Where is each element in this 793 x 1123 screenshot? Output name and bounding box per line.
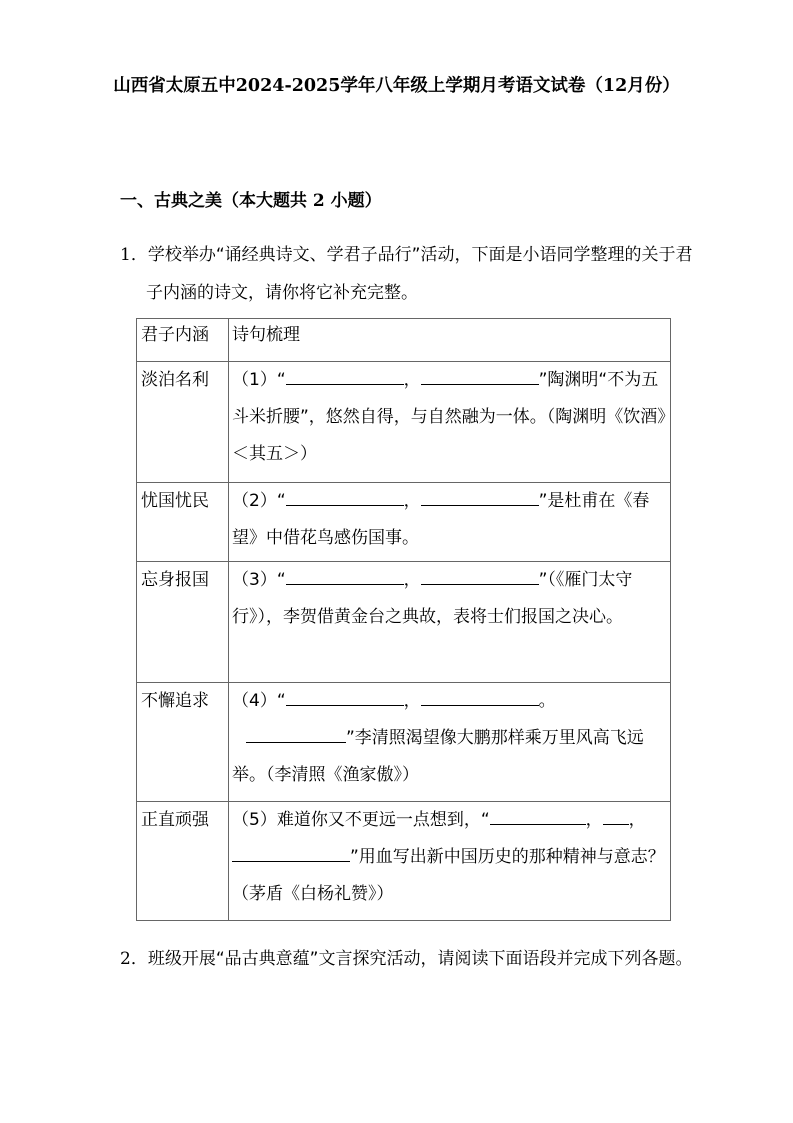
- answer-blank[interactable]: [286, 366, 404, 385]
- comma: ，: [403, 370, 421, 390]
- answer-blank[interactable]: [286, 566, 404, 585]
- table-header-row: [137, 319, 671, 362]
- answer-blank[interactable]: [421, 566, 539, 585]
- row-content: [229, 362, 671, 483]
- row-prefix: （5）难道你又不更远一点想到，“: [232, 810, 490, 830]
- row-content: [229, 562, 671, 683]
- answer-blank[interactable]: [246, 724, 346, 743]
- answer-blank[interactable]: [232, 843, 350, 862]
- row-prefix: （4）“: [232, 691, 286, 711]
- answer-blank[interactable]: [286, 487, 404, 506]
- answer-blank[interactable]: [421, 487, 539, 506]
- section-heading: 一、古典之美（本大题共 2 小题）: [120, 191, 382, 211]
- answer-blank[interactable]: [490, 806, 586, 825]
- table-row: [137, 483, 671, 562]
- row-suffix: ”（《雁门太守行》），李贺借黄金台之典故，表将士们报国之决心。: [232, 570, 633, 627]
- answer-blank[interactable]: [286, 687, 404, 706]
- comma: ，: [403, 691, 421, 711]
- row-content: [229, 483, 671, 562]
- answer-blank[interactable]: [421, 366, 539, 385]
- question-text: 班级开展“品古典意蕴”文言探究活动，请阅读下面语段并完成下列各题。: [147, 949, 693, 969]
- period: 。: [538, 691, 556, 711]
- row-suffix: ”是杜甫在《春望》中借花鸟感伤国事。: [232, 491, 650, 548]
- row-label: 不懈追求: [137, 683, 229, 802]
- question-1: [120, 236, 702, 312]
- row-prefix: （3）“: [232, 570, 286, 590]
- comma: ，: [403, 570, 421, 590]
- page-title: 山西省太原五中2024-2025学年八年级上学期月考语文试卷（12月份）: [113, 76, 680, 96]
- table-row: [137, 683, 671, 802]
- question-2: [120, 940, 702, 978]
- question-number: 2．: [120, 949, 148, 969]
- table-header-cell: 诗句梳理: [229, 319, 671, 362]
- comma: ，: [403, 491, 421, 511]
- row-suffix: ”陶渊明“不为五斗米折腰”，悠然自得，与自然融为一体。（陶渊明《饮酒》＜其五＞）: [232, 370, 666, 464]
- question-text: 学校举办“诵经典诗文、学君子品行”活动，下面是小语同学整理的关于君子内涵的诗文，请你将它补充完整。: [146, 245, 693, 303]
- row-label: 忧国忧民: [137, 483, 229, 562]
- row-label: 淡泊名利: [137, 362, 229, 483]
- row-label: 正直顽强: [137, 802, 229, 921]
- row-suffix: ”用血写出新中国历史的那种精神与意志？（茅盾《白杨礼赞》）: [232, 847, 665, 904]
- comma: ，: [628, 810, 646, 830]
- row-prefix: （2）“: [232, 491, 286, 511]
- table-header-cell: 君子内涵: [137, 319, 229, 362]
- question-number: 1．: [120, 245, 148, 265]
- table-row: [137, 362, 671, 483]
- answer-blank[interactable]: [603, 806, 629, 825]
- row-content: [229, 683, 671, 802]
- table-row: [137, 802, 671, 921]
- row-content: [229, 802, 671, 921]
- row-suffix: ”李清照渴望像大鹏那样乘万里风高飞远举。（李清照《渔家傲》）: [232, 728, 644, 785]
- row-prefix: （1）“: [232, 370, 286, 390]
- answer-blank[interactable]: [421, 687, 539, 706]
- table-row: [137, 562, 671, 683]
- row-label: 忘身报国: [137, 562, 229, 683]
- poem-table: [136, 318, 671, 921]
- comma: ，: [585, 810, 603, 830]
